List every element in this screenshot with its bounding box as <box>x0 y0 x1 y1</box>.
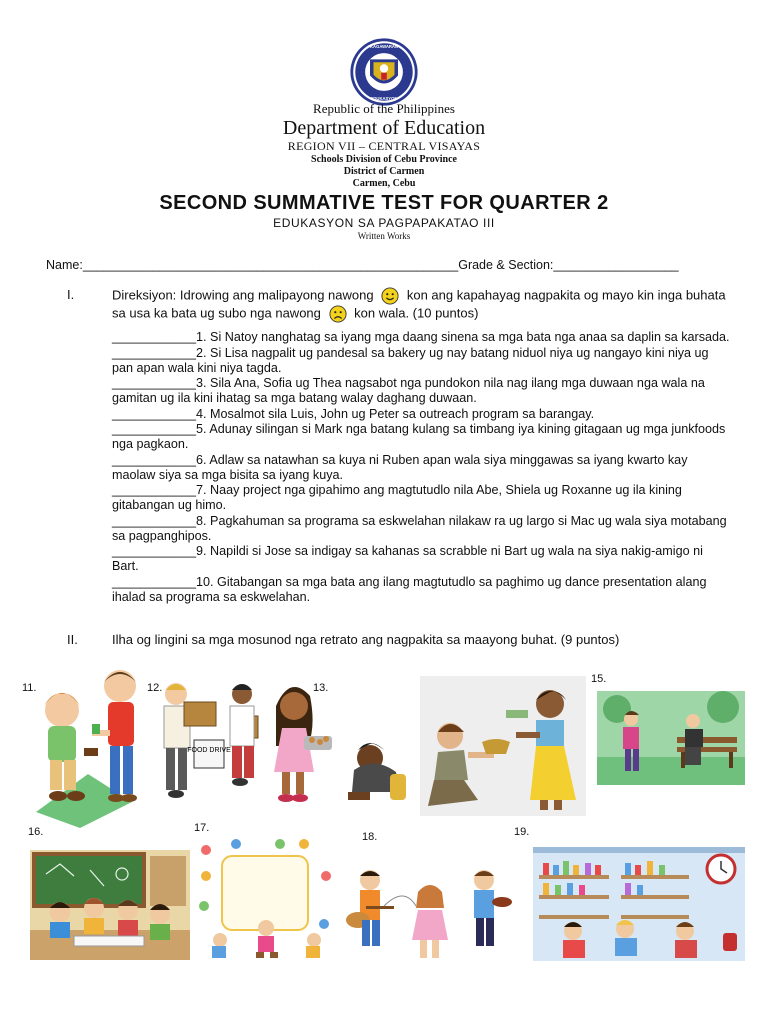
picture-number-17: 17. <box>194 822 210 834</box>
header-division: Schools Division of Cebu Province <box>311 154 457 165</box>
picture-number-15: 15. <box>591 673 607 685</box>
food-drive-sign: FOOD DRIVE <box>187 747 231 754</box>
picture-number-12: 12. <box>147 682 163 694</box>
part-ii-numeral: II. <box>67 632 78 647</box>
name-grade-line[interactable]: Name:______________________________________________________Grade & Section:__________________ <box>46 258 679 272</box>
sad-face-icon <box>329 305 347 323</box>
list-item[interactable]: ____________9. Napildi si Jose sa indigay sa kahanas sa scrabble ni Bart ug wala na siya nakig-amigo ni Bart. <box>112 544 703 573</box>
list-item[interactable]: ____________2. Si Lisa nagpalit ug pandesal sa bakery ug nay batang niduol niya ug nangayo kini niya ug pan apan wala kini niya tagda. <box>112 345 709 375</box>
direction-text-b: kon ang kapahayag nagpakita og mayo kin inga buhata sa usa ka bata ug subo nga nawong <box>112 287 726 321</box>
list-item[interactable]: ____________7. Naay project nga gipahimo ang magtutudlo nila Abe, Shiela ug Roxanne ug ila kining gitabangan ug himo. <box>112 483 682 512</box>
picture-number-13: 13. <box>313 682 329 694</box>
picture-number-11: 11. <box>22 682 37 694</box>
svg-text:EDUKASYON: EDUKASYON <box>370 96 398 101</box>
part-i-numeral: I. <box>67 287 75 302</box>
picture-19-library[interactable] <box>533 847 745 961</box>
picture-17-kids-painting[interactable] <box>196 836 336 960</box>
header-location: Carmen, Cebu <box>352 178 416 189</box>
part-i-items <box>112 330 732 605</box>
direction-text-c: kon wala. (10 puntos) <box>354 305 479 321</box>
list-item[interactable]: ____________1. Si Natoy nanghatag sa iyang mga daang sinena sa mga bata nga anaa sa daplin sa karsada. <box>112 330 730 344</box>
work-type: Written Works <box>357 231 411 241</box>
header-department: Department of Education <box>282 117 486 139</box>
happy-face-icon <box>381 287 399 305</box>
test-title: SECOND SUMMATIVE TEST FOR QUARTER 2 <box>159 192 609 214</box>
subject-title: EDUKASYON SA PAGPAPAKATAO III <box>273 216 495 230</box>
picture-number-18: 18. <box>362 831 378 843</box>
svg-text:KAGAWARAN: KAGAWARAN <box>370 44 398 50</box>
header-district: District of Carmen <box>343 166 425 177</box>
part-i-direction <box>112 287 732 323</box>
header-region: REGION VII – CENTRAL VISAYAS <box>287 139 481 153</box>
deped-seal <box>349 37 419 107</box>
picture-11-giving-coins[interactable] <box>32 662 144 830</box>
picture-16-classroom[interactable] <box>30 850 190 960</box>
picture-number-16: 16. <box>28 826 44 838</box>
picture-13-sharing-food[interactable] <box>270 676 420 808</box>
header-republic: Republic of the Philippines <box>313 101 455 116</box>
picture-18-music-kids[interactable] <box>344 866 516 962</box>
list-item[interactable]: ____________3. Sila Ana, Sofia ug Thea nagsabot nga pundokon nila nag ilang mga duwaan nga wala na gamitan ug ila kini ihatag sa mga batang walay daghang duwaan. <box>112 376 705 405</box>
list-item[interactable]: ____________4. Mosalmot sila Luis, John ug Peter sa outreach program sa barangay. <box>112 406 595 421</box>
list-item[interactable]: ____________8. Pagkahuman sa programa sa eskwelahan nilakaw ra ug largo si Mac ug wala siya motabang sa pagpanghipos. <box>112 513 727 543</box>
picture-12-food-drive[interactable] <box>156 676 266 804</box>
list-item[interactable]: ____________6. Adlaw sa natawhan sa kuya ni Ruben apan wala siya minggawas sa iyang kwarto kay maolaw siya sa mga bisita sa iyang kuya. <box>112 452 688 482</box>
direction-text-a: Direksiyon: Idrowing ang malipayong nawong <box>112 287 374 303</box>
list-item[interactable]: ____________10. Gitabangan sa mga bata ang ilang magtutudlo sa paghimo ug dance presentation alang ihalad sa programa sa eskwelahan. <box>112 574 707 604</box>
part-ii-direction: Ilha og lingini sa mga mosunod nga retrato ang nagpakita sa maayong buhat. (9 puntos) <box>112 632 620 647</box>
picture-number-19: 19. <box>514 826 530 838</box>
picture-15-park-bench[interactable] <box>597 691 745 785</box>
list-item[interactable]: ____________5. Adunay silingan si Mark nga batang kulang sa timbang iya kining gitagaan ug mga junkfoods nga pagkaon. <box>112 422 726 451</box>
picture-14-helping-beggar[interactable] <box>420 676 586 816</box>
